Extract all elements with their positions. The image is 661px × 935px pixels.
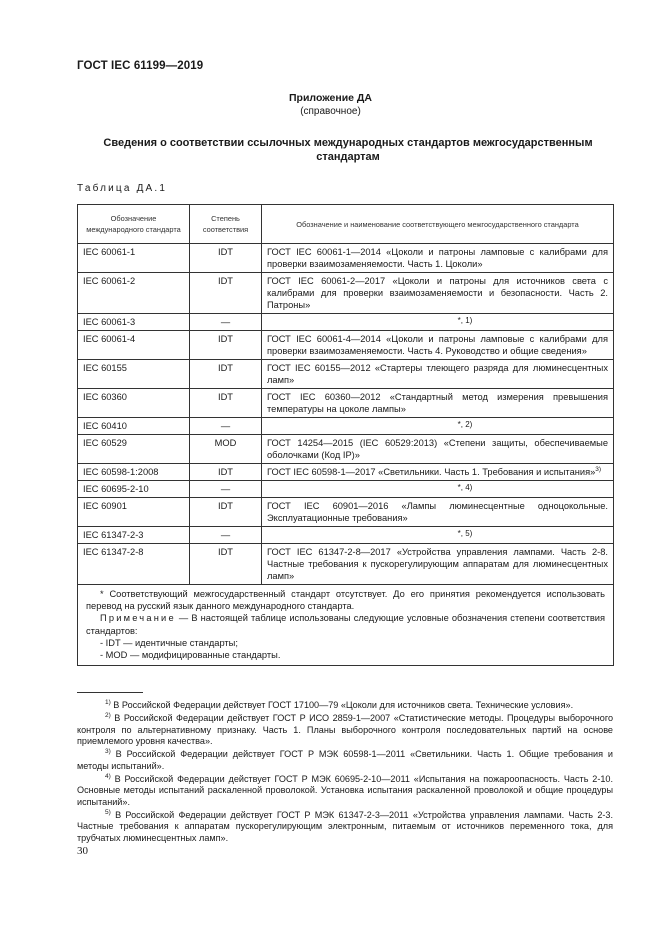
cell-standard: IEC 60061-2 [78,273,190,314]
cell-standard: IEC 60360 [78,389,190,418]
page-number: 30 [77,845,88,857]
table-row [78,464,614,481]
appendix-subtitle: (справочное) [300,106,361,117]
header-interstate-standard: Обозначение и наименование соответствующего межгосударственного стандарта [262,205,614,244]
footnote-divider [77,692,143,693]
cell-description: *, 2) [262,418,614,435]
cell-degree: — [190,314,262,331]
header-degree: Степень соответствия [190,205,262,244]
footnote-ref: 3) [595,465,602,473]
table-row [78,389,614,418]
cell-degree: IDT [190,331,262,360]
cell-degree: — [190,527,262,544]
footnote [77,810,613,844]
table-label: Таблица ДА.1 [77,183,168,194]
cell-degree: IDT [190,544,262,585]
table-note-row [78,585,614,666]
cell-degree: IDT [190,498,262,527]
cell-standard: IEC 60901 [78,498,190,527]
footnote [77,700,613,711]
header-international-standard: Обозначение международного стандарта [78,205,190,244]
correspondence-table [77,204,614,666]
cell-standard: IEC 60155 [78,360,190,389]
cell-standard: IEC 61347-2-3 [78,527,190,544]
footnote-mark: 5) [105,808,111,816]
cell-description: ГОСТ IEC 60061-2—2017 «Цоколи и патроны для источников света с калибрами для проверки взаимозаменяемости и безопасности. Часть 2. Патроны» [262,273,614,314]
cell-description: ГОСТ IEC 60360—2012 «Стандартный метод измерения превышения температуры на цоколе лампы» [262,389,614,418]
note-paragraph [86,612,605,636]
table-row [78,360,614,389]
footnote-text: В Российской Федерации действует ГОСТ 17100—79 «Цоколи для источников света. Технические условия». [110,700,574,710]
cell-description: *, 1) [262,314,614,331]
cell-degree: IDT [190,244,262,273]
footnote-text: В Российской Федерации действует ГОСТ Р МЭК 60695-2-10—2011 «Испытания на пожароопасность. Часть 2-10. Основные методы испытаний раскаленной проволокой. Установка испытания раскаленной проволокой и общие процедуры испытаний». [77,773,613,807]
cell-description [262,464,614,481]
table-row [78,331,614,360]
cell-standard: IEC 60695-2-10 [78,481,190,498]
cell-standard: IEC 60529 [78,435,190,464]
table-row [78,527,614,544]
cell-description: ГОСТ IEC 60155—2012 «Стартеры тлеющего разряда для люминесцентных ламп» [262,360,614,389]
cell-standard: IEC 61347-2-8 [78,544,190,585]
table-row [78,244,614,273]
footnote [77,749,613,772]
footnote-mark: 2) [105,712,111,720]
footnote-text: В Российской Федерации действует ГОСТ Р МЭК 60598-1—2011 «Светильники. Часть 1. Общие требования и методы испытаний». [77,749,613,771]
table-header-row [78,205,614,244]
appendix-title: Приложение ДА [289,92,372,104]
table-row [78,544,614,585]
cell-degree: — [190,481,262,498]
cell-degree: MOD [190,435,262,464]
cell-standard: IEC 60061-3 [78,314,190,331]
cell-standard: IEC 60061-1 [78,244,190,273]
cell-standard: IEC 60598-1:2008 [78,464,190,481]
footnote-text: В Российской Федерации действует ГОСТ Р ИСО 2859-1—2007 «Статистические методы. Процедуры выборочного контроля по альтернативному признаку. Часть 1. Планы выборочного контроля последовательных партий на основе приемлемого уровня качества». [77,713,613,747]
table-row [78,273,614,314]
table-row [78,498,614,527]
footnote [77,774,613,808]
footnote-text: В Российской Федерации действует ГОСТ Р МЭК 61347-2-3—2011 «Устройства управления лампами. Часть 2-3. Частные требования к аппаратам пускорегулирующим электронным, питаемым от источников переменного тока, для трубчатых люминесцентных ламп». [77,809,613,843]
cell-description: ГОСТ IEC 60901—2016 «Лампы люминесцентные одноцокольные. Эксплуатационные требования» [262,498,614,527]
cell-description-text: ГОСТ IEC 60598-1—2017 «Светильники. Часть 1. Требования и испытания» [267,467,596,477]
table-row [78,314,614,331]
cell-description: *, 5) [262,527,614,544]
cell-degree: IDT [190,389,262,418]
cell-degree: IDT [190,273,262,314]
cell-standard: IEC 60410 [78,418,190,435]
table-note [78,585,614,666]
cell-description: ГОСТ IEC 60061-1—2014 «Цоколи и патроны ламповые с калибрами для проверки взаимозаменяемости. Часть 1. Цоколи» [262,244,614,273]
star-footnote: * Соответствующий межгосударственный стандарт отсутствует. До его принятия рекомендуется использовать перевод на русский язык данного международного стандарта. [86,589,605,612]
document-code: ГОСТ IEC 61199—2019 [77,60,204,72]
section-title: Сведения о соответствии ссылочных международных стандартов межгосударственным стандартам [103,137,593,163]
cell-description: ГОСТ IEC 61347-2-8—2017 «Устройства управления лампами. Часть 2-8. Частные требования к пускорегулирующим аппаратам для люминесцентных ламп» [262,544,614,585]
cell-degree: IDT [190,360,262,389]
cell-description: ГОСТ 14254—2015 (IEC 60529:2013) «Степени защиты, обеспечиваемые оболочками (Код IP)» [262,435,614,464]
table-row [78,481,614,498]
cell-degree: IDT [190,464,262,481]
note-text: — В настоящей таблице использованы следующие условные обозначения степени соответствия стандартов: [86,613,605,636]
note-item: - IDT — идентичные стандарты; [100,637,238,648]
table-row [78,418,614,435]
cell-standard: IEC 60061-4 [78,331,190,360]
cell-degree: — [190,418,262,435]
footnote-mark: 1) [105,698,111,706]
footnotes [77,700,613,846]
cell-description: ГОСТ IEC 60061-4—2014 «Цоколи и патроны ламповые с калибрами для проверки взаимозаменяемости. Часть 4. Руководство и общие сведения» [262,331,614,360]
cell-description: *, 4) [262,481,614,498]
footnote-mark: 3) [105,748,111,756]
note-item: - MOD — модифицированные стандарты. [100,650,281,661]
footnote [77,713,613,747]
table-row [78,435,614,464]
footnote-mark: 4) [105,772,111,780]
note-label: Примечание [100,613,176,624]
